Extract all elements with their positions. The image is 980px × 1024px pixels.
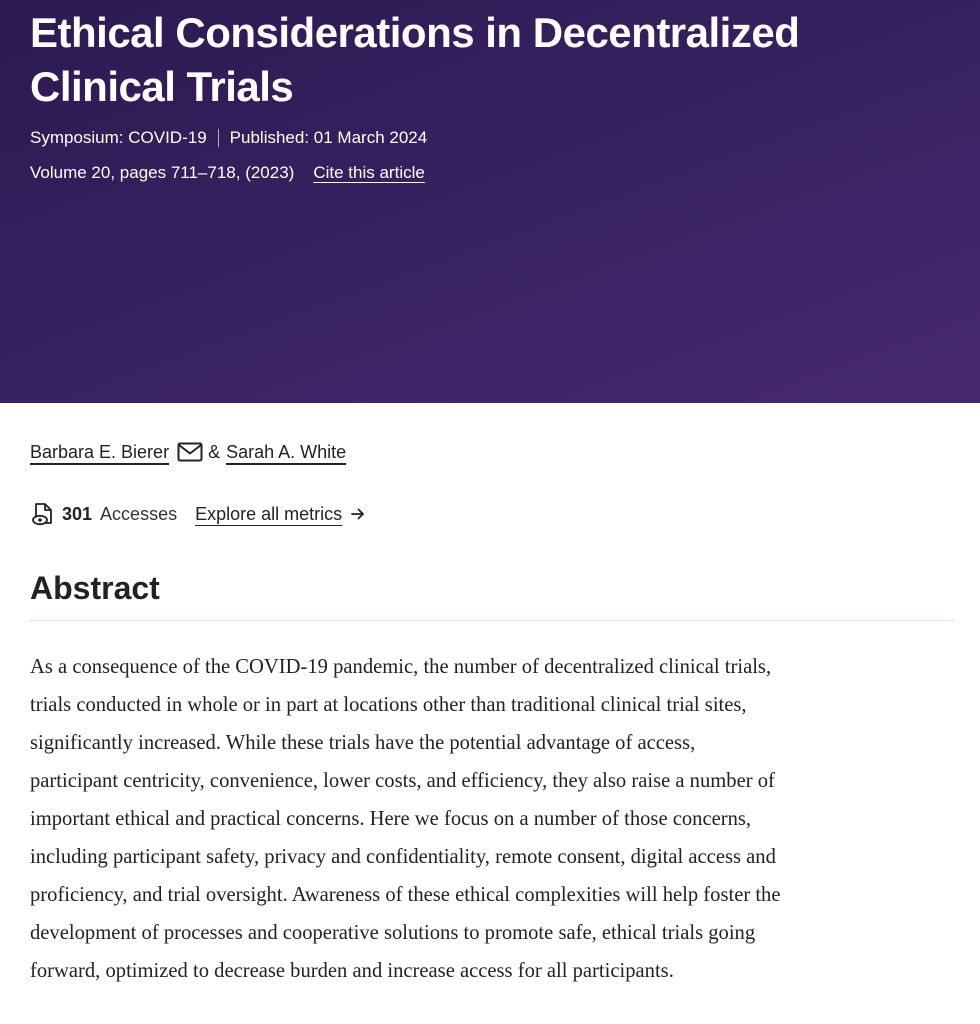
section-divider — [30, 620, 954, 621]
author-separator: & — [208, 442, 221, 462]
cite-this-article-link[interactable]: Cite this article — [313, 163, 425, 182]
abstract-line: proficiency, and trial oversight. Awareness of these ethical complexities will help foster the — [30, 884, 781, 906]
accesses-label: Accesses — [100, 504, 178, 524]
author-list — [30, 439, 346, 465]
article-citation-row — [30, 161, 425, 185]
document-eye-icon — [30, 501, 56, 527]
abstract-line: significantly increased. While these trials have the potential advantage of access, — [30, 732, 696, 754]
section-label: Symposium: COVID-19 — [30, 128, 207, 147]
article-metrics — [30, 501, 366, 527]
article-title: Ethical Considerations in Decentralized Clinical Trials — [30, 9, 800, 110]
accesses-count: 301 — [62, 504, 93, 524]
article-header — [0, 0, 980, 403]
author-link-white[interactable]: Sarah A. White — [226, 442, 347, 462]
abstract-line: participant centricity, convenience, lower costs, and efficiency, they also raise a number of — [30, 770, 775, 792]
published-date: Published: 01 March 2024 — [229, 128, 428, 147]
article-meta — [30, 126, 427, 150]
arrow-right-icon[interactable] — [350, 507, 366, 521]
explore-metrics-link[interactable]: Explore all metrics — [195, 504, 343, 524]
envelope-icon[interactable] — [177, 442, 203, 462]
abstract-line: forward, optimized to decrease burden and increase access for all participants. — [30, 960, 674, 982]
meta-divider — [218, 129, 219, 147]
abstract-body — [30, 648, 960, 990]
volume-pages: Volume 20, pages 711–718, (2023) — [30, 163, 295, 182]
author-link-bierer[interactable]: Barbara E. Bierer — [30, 442, 170, 462]
abstract-line: trials conducted in whole or in part at locations other than traditional clinical trial sites, — [30, 694, 747, 716]
abstract-line: important ethical and practical concerns. Here we focus on a number of those concerns, — [30, 808, 752, 830]
abstract-line: As a consequence of the COVID-19 pandemic, the number of decentralized clinical trials, — [30, 656, 772, 678]
abstract-line: development of processes and cooperative solutions to promote safe, ethical trials going — [30, 922, 756, 944]
abstract-line: including participant safety, privacy and confidentiality, remote consent, digital access and — [30, 846, 776, 868]
abstract-heading: Abstract — [30, 570, 160, 606]
